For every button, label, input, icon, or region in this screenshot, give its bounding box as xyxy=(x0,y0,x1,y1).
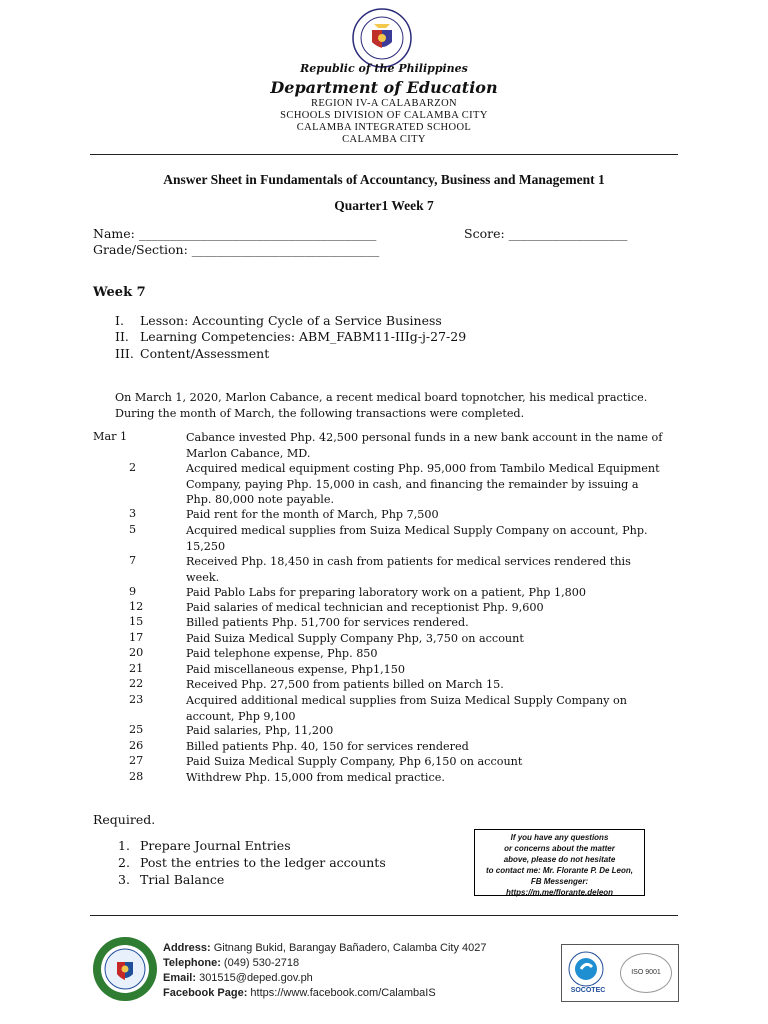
address-value: Gitnang Bukid, Barangay Bañadero, Calamba City 4027 xyxy=(210,942,487,954)
required-item: Prepare Journal Entries xyxy=(140,838,291,853)
header-school: CALAMBA INTEGRATED SCHOOL xyxy=(296,122,472,133)
footer-address xyxy=(163,942,486,954)
address-label: Address: xyxy=(163,942,211,954)
document-title: Answer Sheet in Fundamentals of Accountancy, Business and Management 1 xyxy=(163,172,605,187)
transaction-date: 27 xyxy=(129,754,144,767)
transaction-text: Acquired additional medical supplies from Suiza Medical Supply Company on account, Php 9,100 xyxy=(186,694,627,723)
transaction-text: Paid miscellaneous expense, Php1,150 xyxy=(186,663,406,676)
header-republic: Republic of the Philippines xyxy=(300,62,468,75)
transaction-date: 21 xyxy=(129,662,144,675)
footer-email xyxy=(163,972,313,984)
facebook-link[interactable]: https://www.facebook.com/CalambaIS xyxy=(247,987,436,999)
contact-link[interactable]: https://m.me/florante.deleon xyxy=(505,888,614,897)
socotec-certification xyxy=(561,944,679,1002)
facebook-label: Facebook Page: xyxy=(163,987,248,999)
week-heading: Week 7 xyxy=(93,285,146,300)
transaction-text: Paid Suiza Medical Supply Company, Php 6,150 on account xyxy=(186,755,523,768)
transaction-date: 9 xyxy=(129,585,137,598)
transaction-date: Mar 1 xyxy=(93,430,128,443)
transaction-text: Withdrew Php. 15,000 from medical practice. xyxy=(186,771,445,784)
outline-text: Content/Assessment xyxy=(140,346,270,361)
transaction-date: 25 xyxy=(129,723,144,736)
transaction-text: Paid Suiza Medical Supply Company Php, 3,750 on account xyxy=(186,632,524,645)
outline-text: Learning Competencies: ABM_FABM11-IIIg-j-27-29 xyxy=(140,329,467,344)
intro-paragraph: On March 1, 2020, Marlon Cabance, a recent medical board topnotcher, his medical practice. During the month of March, the following transactions were completed. xyxy=(115,391,648,420)
transaction-date: 5 xyxy=(129,523,137,536)
transaction-date: 2 xyxy=(129,461,137,474)
contact-line: above, please do not hesitate xyxy=(503,855,616,864)
contact-line: If you have any questions xyxy=(510,833,609,842)
telephone-value: (049) 530-2718 xyxy=(220,957,300,969)
required-label: Required. xyxy=(93,812,156,827)
transaction-date: 23 xyxy=(129,693,144,706)
required-item: Trial Balance xyxy=(140,872,225,887)
header-divider xyxy=(90,154,678,155)
outline-text: Lesson: Accounting Cycle of a Service Business xyxy=(140,313,442,328)
document-subtitle: Quarter1 Week 7 xyxy=(334,198,434,213)
transaction-date: 28 xyxy=(129,770,144,783)
socotec-logo-icon xyxy=(568,951,604,987)
transaction-text: Acquired medical equipment costing Php. 95,000 from Tambilo Medical Equipment Company, paying Php. 15,000 in cash, and financing the remainder by issuing a Php. 80,000 note payable. xyxy=(186,462,660,506)
required-item: Post the entries to the ledger accounts xyxy=(140,855,386,870)
transaction-date: 12 xyxy=(129,600,144,613)
transaction-date: 26 xyxy=(129,739,144,752)
transaction-date: 17 xyxy=(129,631,144,644)
deped-seal-icon xyxy=(352,8,412,68)
footer-facebook xyxy=(163,987,436,999)
contact-line: FB Messenger: xyxy=(530,877,589,886)
transaction-date: 3 xyxy=(129,507,137,520)
school-logo-icon xyxy=(92,936,158,1002)
header-division: SCHOOLS DIVISION OF CALAMBA CITY xyxy=(280,110,488,121)
transaction-text: Received Php. 27,500 from patients billed on March 15. xyxy=(186,678,504,691)
score-field[interactable]: Score: ___________________ xyxy=(464,226,628,241)
transaction-text: Paid salaries of medical technician and receptionist Php. 9,600 xyxy=(186,601,544,614)
required-num: 3. xyxy=(118,872,130,887)
transaction-date: 15 xyxy=(129,615,144,628)
transaction-text: Paid rent for the month of March, Php 7,500 xyxy=(186,508,439,521)
footer-divider xyxy=(90,915,678,916)
required-num: 2. xyxy=(118,855,130,870)
transaction-text: Acquired medical supplies from Suiza Medical Supply Company on account, Php. 15,250 xyxy=(186,524,648,553)
transaction-date: 7 xyxy=(129,554,137,567)
outline-num: II. xyxy=(115,329,129,344)
footer-telephone xyxy=(163,957,299,969)
header-region: REGION IV-A CALABARZON xyxy=(310,98,458,109)
email-label: Email: xyxy=(163,972,197,984)
email-value[interactable]: 301515@deped.gov.ph xyxy=(196,972,313,984)
transaction-text: Received Php. 18,450 in cash from patients for medical services rendered this week. xyxy=(186,555,631,584)
transaction-text: Paid salaries, Php, 11,200 xyxy=(186,724,334,737)
telephone-label: Telephone: xyxy=(163,957,221,969)
transaction-text: Paid Pablo Labs for preparing laboratory work on a patient, Php 1,800 xyxy=(186,586,587,599)
name-field[interactable]: Name: ______________________________________ xyxy=(93,226,377,241)
transaction-date: 20 xyxy=(129,646,144,659)
transaction-text: Billed patients Php. 40, 150 for services rendered xyxy=(186,740,469,753)
transaction-date: 22 xyxy=(129,677,144,690)
iso-badge: ISO 9001 xyxy=(620,953,672,993)
outline-num: III. xyxy=(115,346,134,361)
header-city: CALAMBA CITY xyxy=(342,134,426,145)
required-num: 1. xyxy=(118,838,130,853)
contact-box xyxy=(474,829,645,896)
outline-num: I. xyxy=(115,313,124,328)
transaction-text: Billed patients Php. 51,700 for services rendered. xyxy=(186,616,469,629)
grade-section-field[interactable]: Grade/Section: ______________________________ xyxy=(93,242,380,257)
contact-line: to contact me: Mr. Florante P. De Leon, xyxy=(486,866,633,875)
contact-line: or concerns about the matter xyxy=(504,844,615,853)
socotec-label: SOCOTEC xyxy=(570,987,606,994)
transaction-text: Paid telephone expense, Php. 850 xyxy=(186,647,378,660)
header-department: Department of Education xyxy=(270,78,498,97)
transaction-text: Cabance invested Php. 42,500 personal funds in a new bank account in the name of Marlon Cabance, MD. xyxy=(186,431,663,460)
